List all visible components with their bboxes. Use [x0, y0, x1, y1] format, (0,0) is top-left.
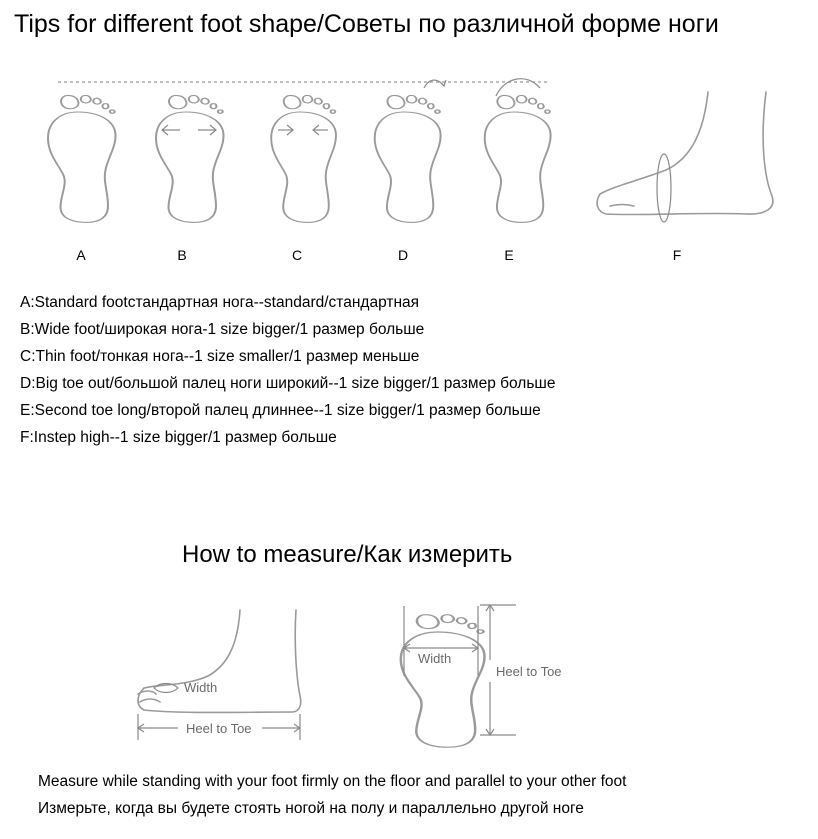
side-view-foot-icon [138, 610, 301, 713]
foot-label-a: A [76, 247, 86, 263]
tip-line: C:Thin foot/тонкая нога--1 size smaller/1 размер меньше [20, 348, 420, 365]
measure-note-ru: Измерьте, когда вы будете стоять ногой на полу и параллельно другой ноге [38, 800, 584, 817]
foot-label-b: B [177, 247, 187, 263]
foot-label-e: E [504, 247, 514, 263]
sole-view-width-label: Width [418, 651, 452, 666]
foot-label-f: F [672, 247, 682, 263]
sole-view-length-label: Heel to Toe [496, 664, 562, 679]
tip-line: E:Second toe long/второй палец длиннее--1 size bigger/1 размер больше [20, 402, 541, 419]
side-view-length-label: Heel to Toe [186, 721, 252, 736]
sole-view-foot-icon [401, 615, 485, 747]
measure-notes [38, 768, 626, 822]
tip-line: B:Wide foot/широкая нога-1 size bigger/1 размер больше [20, 321, 425, 338]
foot-label-d: D [397, 247, 409, 263]
measure-note-en: Measure while standing with your foot firmly on the floor and parallel to your other foot [38, 773, 627, 790]
tip-line: F:Instep high--1 size bigger/1 размер больше [20, 429, 337, 446]
measure-title: How to measure/Как измерить [182, 541, 513, 568]
tip-line: A:Standard footстандартная нога--standard/стандартная [20, 294, 420, 311]
foot-label-c: C [291, 247, 303, 263]
side-view-width-label: Width [184, 680, 218, 695]
page-title: Tips for different foot shape/Советы по различной форме ноги [14, 10, 719, 38]
tip-line: D:Big toe out/большой палец ноги широкий--1 size bigger/1 размер больше [20, 375, 556, 392]
